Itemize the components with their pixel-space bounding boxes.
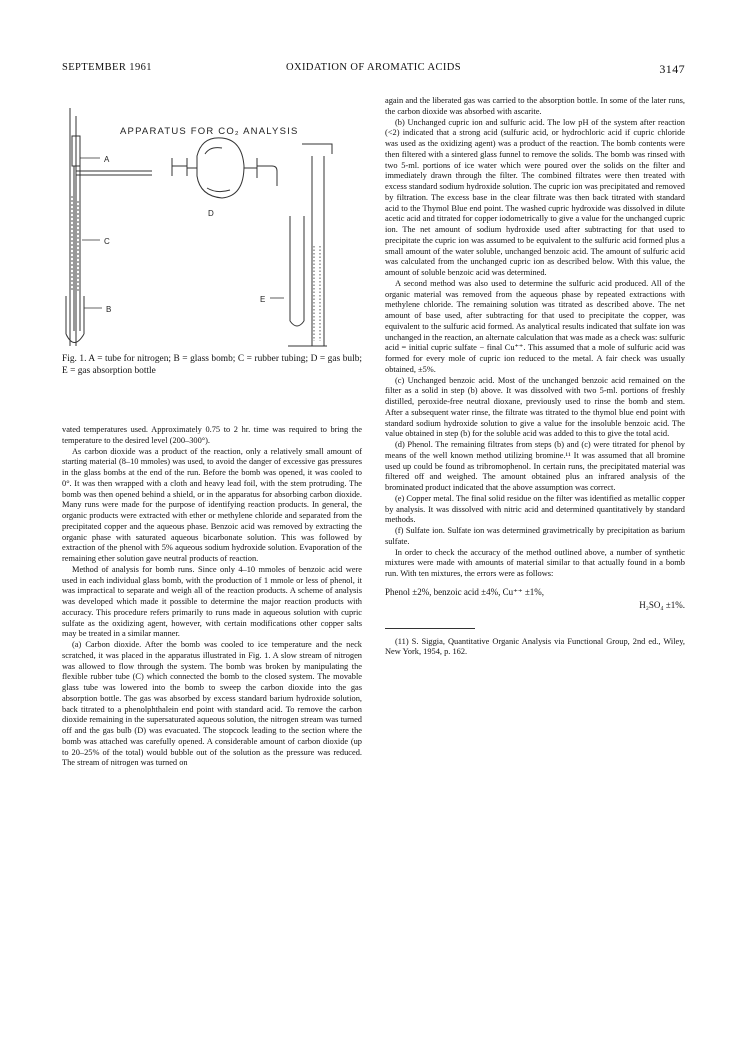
right-paragraph-6: (e) Copper metal. The final solid residue on the filter was identified as metallic copper by analysis. It was dissolved with nitric acid and determined quantitatively by standard methods. — [385, 493, 685, 525]
label-e: E — [260, 295, 266, 304]
right-paragraph-5: (d) Phenol. The remaining filtrates from steps (b) and (c) were titrated for phenol by means of the well known method utilizing bromine.¹¹ It was assumed that all bromine used up could be found as tribromophenol. In certain runs, the precipitated material was filtered off and weighed. The amount obtained plus an infrared analysis of the brominated product indicated that the above assumption was correct. — [385, 440, 685, 492]
right-column — [385, 96, 685, 658]
footnote-rule — [385, 628, 475, 629]
label-c: C — [104, 237, 110, 246]
label-b: B — [106, 305, 112, 314]
page-header — [62, 62, 685, 78]
label-d: D — [208, 209, 214, 218]
right-paragraph-2: (b) Unchanged cupric ion and sulfuric acid. The low pH of the system after reaction (<2) indicated that a strong acid (sulfuric acid, or hydrochloric acid if cupric chloride was used as the oxidizing agent) was a product of the reaction. The bomb contents were then filtered with a sintered glass funnel to remove the solids. The bomb was rinsed with two 5-ml. portions of ice water which were poured over the solids on the filter and immediately drawn through the filter. The combined filtrates were then treated with excess standard sodium hydroxide solution. The cupric ion was precipitated and removed by filtration. The excess base in the clear filtrate was then back titrated with standard acid to the Thymol Blue end point. The washed cupric hydroxide was dissolved in dilute acetic acid and titrated for copper iodometrically to give a value for the unchanged cupric ion. The net amount of sodium hydroxide used after subtracting for that used to precipitate the cupric ion was assumed to be equivalent to the sulfuric acid formed plus a small amount of the water soluble, unchanged benzoic acid. The amount of sulfuric acid was calculated from the unchanged cupric ion as described below. With this value, the amount of soluble benzoic acid was determined. — [385, 117, 685, 277]
right-paragraph-4: (c) Unchanged benzoic acid. Most of the unchanged benzoic acid remained on the filter as a solid in step (b) above. It was dissolved with two 5-ml. portions of freshly distilled, peroxide-free neutral dioxane, previously used to rinse the bomb and stem. After a subsequent water rinse, the filtrate was titrated to the thymol blue end point with standard sodium hydroxide solution to give a value for the insoluble benzoic acid. The value obtained in step (b) for the soluble acid was added to this to give the total acid. — [385, 375, 685, 439]
label-a: A — [104, 155, 110, 164]
absorption-bottle-shape — [288, 144, 332, 346]
formula-line-1: Phenol ±2%, benzoic acid ±4%, Cu⁺⁺ ±1%, — [385, 586, 545, 597]
left-paragraph-2: As carbon dioxide was a product of the reaction, only a relatively small amount of starting material (8–10 mmoles) was used, to avoid the danger of excessive gas pressures in the glass bombs at the end of the run. Before the bomb was opened, it was cooled to 0°. It was then wrapped with a cloth and heavy lead foil, with the stem protruding. The bomb was then opened behind a shield, or in the apparatus for absorbing carbon dioxide. Many runs were made for the purpose of identifying reaction products. In general, the organic products were extracted with ether or methylene chloride and separated from the precipitated copper and the aqueous phase. Benzoic acid was removed by extracting the organic phase with saturated aqueous bicarbonate solution. This was followed by extraction of the phenol with 5% aqueous sodium hydroxide solution. Evaporation of the remaining ether solution gave neutral products of reaction. — [62, 446, 362, 563]
left-column — [62, 96, 362, 769]
gas-bulb-shape — [172, 138, 277, 198]
left-paragraph-3: Method of analysis for bomb runs. Since only 4–10 mmoles of benzoic acid were used in each individual glass bomb, with the production of 1 mmole or less of phenol, it was impractical to separate and weigh all of the reaction products. A scheme of analysis was developed which made it possible to determine the major reaction products with accuracy. This procedure refers primarily to runs made in aqueous solution with cupric sulfate as the oxidizing agent, however, with certain modifications other copper salts may be treated in a similar manner. — [62, 564, 362, 639]
page-number: 3147 — [659, 62, 685, 76]
right-paragraph-8: In order to check the accuracy of the method outlined above, a number of synthetic mixtures were made with amounts of material similar to that actually found in a bomb run. With ten mixtures, the errors were as follows: — [385, 547, 685, 578]
apparatus-figure — [62, 96, 362, 354]
header-title: OXIDATION OF AROMATIC ACIDS — [285, 62, 462, 73]
error-formula — [385, 586, 685, 612]
header-date: SEPTEMBER 1961 — [62, 62, 152, 73]
figure-caption: Fig. 1. A = tube for nitrogen; B = glass bomb; C = rubber tubing; D = gas bulb; E = gas absorption bottle — [62, 354, 362, 376]
figure-title: APPARATUS FOR CO₂ ANALYSIS — [120, 126, 299, 137]
right-paragraph-3: A second method was also used to determine the sulfuric acid produced. All of the organic material was removed from the aqueous phase by repeated extractions with methylene chloride. The remaining solution was titrated as described above. The net amount of base used, after subtracting for that used to precipitate the copper, was equivalent to the sulfuric acid formed. As analytical results indicated that sulfate ion was unchanged in the reaction, an alternate calculation that was made as a check was: sulfuric acid = initial cupric sulfate − final Cu⁺⁺. This assumed that a mole of sulfuric acid was formed for every mole of cupric ion reduced to the metal. A fair check was usually obtained, ±5%. — [385, 278, 685, 374]
formula-line-2: H₂SO₄ ±1%. — [639, 599, 685, 610]
left-paragraph-1: vated temperatures used. Approximately 0.75 to 2 hr. time was required to bring the temperature to the desired level (200–300°). — [62, 425, 362, 445]
footnote: (11) S. Siggia, Quantitative Organic Analysis via Functional Group, 2nd ed., Wiley, New York, 1954, p. 162. — [385, 636, 685, 657]
left-paragraph-4: (a) Carbon dioxide. After the bomb was cooled to ice temperature and the neck scratched, it was placed in the apparatus illustrated in Fig. 1. A slow stream of nitrogen was allowed to flow through the system. The bomb was broken by manipulating the flexible rubber tube (C) which connected the bomb to the closed system. The movable glass tube was lowered into the bomb to sweep the carbon dioxide into the gas absorption bottle. The gas was absorbed by excess standard barium hydroxide solution, back titrated to a phenolphthalein end point with standard acid. To remove the carbon dioxide remaining in the supersaturated aqueous solution, the nitrogen stream was turned off and the gas bulb (D) was evacuated. The stopcock leading to the section where the bomb was attached was carefully opened. A considerable amount of carbon dioxide (up to 20–25% of the total) would bubble out of the solution as the pressure was reduced. The stream of nitrogen was turned on — [62, 640, 362, 768]
right-paragraph-7: (f) Sulfate ion. Sulfate ion was determined gravimetrically by precipitation as barium sulfate. — [385, 526, 685, 546]
right-paragraph-1: again and the liberated gas was carried to the absorption bottle. In some of the later runs, the carbon dioxide was absorbed with ascarite. — [385, 96, 685, 116]
apparatus-diagram — [62, 96, 362, 354]
